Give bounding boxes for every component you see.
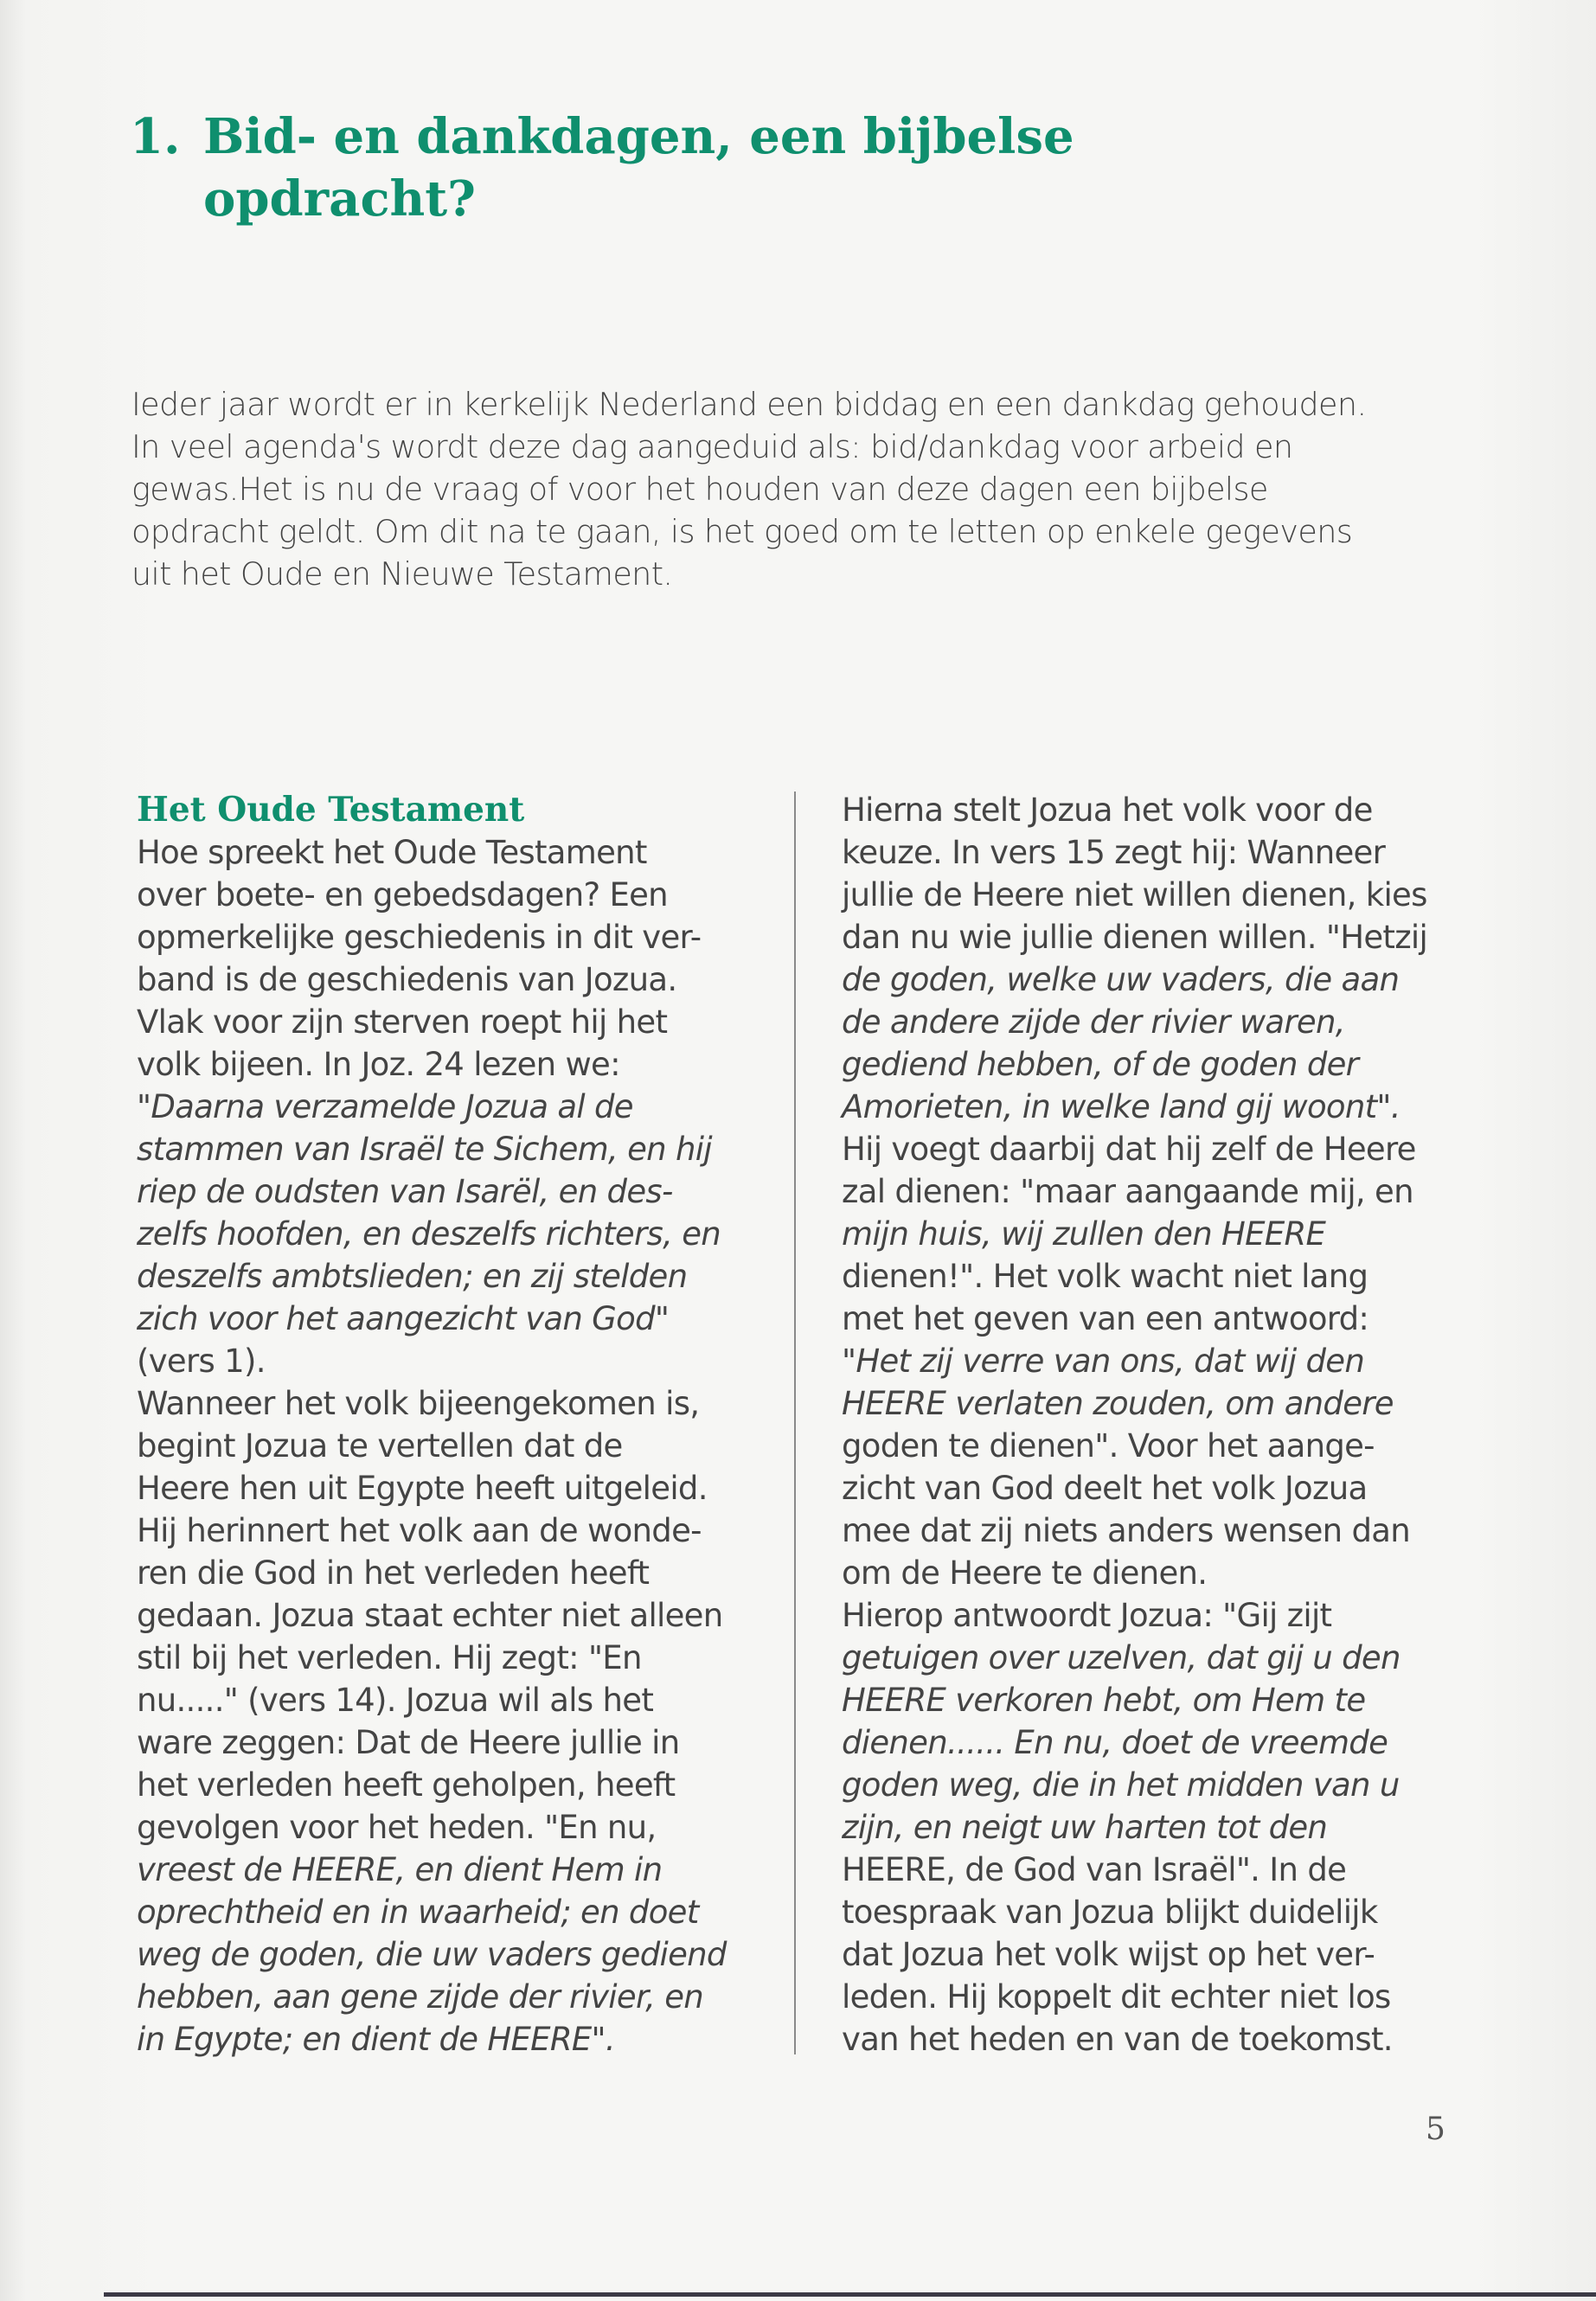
column-text-line: nu....." (vers 14). Jozua wil als het	[137, 1682, 654, 1719]
chapter-title	[130, 106, 1324, 230]
column-text-line: band is de geschiedenis van Jozua.	[137, 961, 677, 998]
column-text-line: vreest de HEERE, en dient Hem in	[137, 1851, 663, 1888]
column-text-line: gediend hebben, of de goden der	[842, 1046, 1359, 1083]
column-text-line: deszelfs ambtslieden; en zij stelden	[137, 1258, 688, 1295]
column-text-line: leden. Hij koppelt dit echter niet los	[842, 1978, 1391, 2016]
column-divider	[794, 792, 796, 2054]
column-text-line: opmerkelijke geschiedenis in dit ver-	[137, 919, 702, 956]
column-text-line: begint Jozua te vertellen dat de	[137, 1427, 623, 1465]
column-text-line: goden te dienen". Voor het aange-	[842, 1427, 1375, 1465]
column-text-line: zicht van God deelt het volk Jozua	[842, 1470, 1368, 1507]
column-text-line: van het heden en van de toekomst.	[842, 2021, 1393, 2058]
column-text-line: riep de oudsten van Isarël, en des-	[137, 1173, 673, 1210]
column-text-line: dienen!". Het volk wacht niet lang	[842, 1258, 1368, 1295]
bottom-edge-rule	[104, 2292, 1596, 2297]
page-number: 5	[1426, 2112, 1445, 2147]
column-text-line: ren die God in het verleden heeft	[137, 1554, 650, 1592]
column-text-line: in Egypte; en dient de HEERE".	[137, 2021, 615, 2058]
column-text-line: met het geven van een antwoord:	[842, 1300, 1369, 1337]
column-text-line: Hoe spreekt het Oude Testament	[137, 834, 647, 871]
column-text-line: gevolgen voor het heden. "En nu,	[137, 1809, 657, 1846]
intro-paragraph	[131, 383, 1446, 595]
column-text-line: dan nu wie jullie dienen willen. "Hetzij	[842, 919, 1428, 956]
column-text-line: HEERE, de God van Israël". In de	[842, 1851, 1347, 1888]
column-text-line: Hij herinnert het volk aan de wonde-	[137, 1512, 702, 1549]
column-text-line: het verleden heeft geholpen, heeft	[137, 1766, 676, 1804]
column-text-line: HEERE verkoren hebt, om Hem te	[842, 1682, 1366, 1719]
column-text-line: goden weg, die in het midden van u	[842, 1766, 1400, 1804]
column-text-line: zal dienen: "maar aangaande mij, en	[842, 1173, 1413, 1210]
column-text-line: stammen van Israël te Sichem, en hij	[137, 1131, 712, 1168]
column-text-line: over boete- en gebedsdagen? Een	[137, 876, 668, 913]
column-text-line: Hierna stelt Jozua het volk voor de	[842, 792, 1373, 829]
column-text-line: zelfs hoofden, en deszelfs richters, en	[137, 1215, 721, 1253]
column-text-line: HEERE verlaten zouden, om andere	[842, 1385, 1394, 1422]
column-text-line: dienen...... En nu, doet de vreemde	[842, 1724, 1388, 1761]
column-text-line: toespraak van Jozua blijkt duidelijk	[842, 1894, 1378, 1931]
chapter-title-line-1: Bid- en dankdagen, een bijbelse	[203, 108, 1074, 165]
left-text-column	[137, 789, 794, 2061]
column-text-line: Vlak voor zijn sterven roept hij het	[137, 1003, 668, 1041]
column-text-line: hebben, aan gene zijde der rivier, en	[137, 1978, 704, 2016]
intro-line: gewas.Het is nu de vraag of voor het houden van deze dagen een bijbelse	[131, 471, 1268, 508]
chapter-title-line-2: opdracht?	[203, 170, 476, 228]
column-text-line: Hij voegt daarbij dat hij zelf de Heere	[842, 1131, 1416, 1168]
column-text-line: jullie de Heere niet willen dienen, kies	[842, 876, 1427, 913]
column-text-line: Amorieten, in welke land gij woont".	[842, 1088, 1401, 1125]
column-text-line: om de Heere te dienen.	[842, 1554, 1208, 1592]
column-text-line: getuigen over uzelven, dat gij u den	[842, 1639, 1401, 1676]
column-text-line: weg de goden, die uw vaders gediend	[137, 1936, 727, 1973]
intro-line: Ieder jaar wordt er in kerkelijk Nederland een biddag en een dankdag gehouden.	[131, 386, 1367, 423]
column-text-line: (vers 1).	[137, 1343, 266, 1380]
chapter-number: 1.	[130, 108, 181, 165]
intro-line: In veel agenda's wordt deze dag aangeduid als: bid/dankdag voor arbeid en	[131, 428, 1293, 465]
column-text-line: zijn, en neigt uw harten tot den	[842, 1809, 1328, 1846]
section-heading: Het Oude Testament	[137, 790, 525, 830]
column-text-line: "Daarna verzamelde Jozua al de	[137, 1088, 633, 1125]
column-text-line: Heere hen uit Egypte heeft uitgeleid.	[137, 1470, 708, 1507]
right-text-column	[842, 789, 1465, 2061]
intro-line: uit het Oude en Nieuwe Testament.	[131, 555, 673, 593]
column-text-line: Hierop antwoordt Jozua: "Gij zijt	[842, 1597, 1332, 1634]
column-text-line: mijn huis, wij zullen den HEERE	[842, 1215, 1326, 1253]
column-text-line: dat Jozua het volk wijst op het ver-	[842, 1936, 1375, 1973]
column-text-line: de andere zijde der rivier waren,	[842, 1003, 1345, 1041]
column-text-line: ware zeggen: Dat de Heere jullie in	[137, 1724, 680, 1761]
column-text-line: zich voor het aangezicht van God"	[137, 1300, 670, 1337]
column-text-line: keuze. In vers 15 zegt hij: Wanneer	[842, 834, 1386, 871]
column-text-line: Wanneer het volk bijeengekomen is,	[137, 1385, 700, 1422]
intro-line: opdracht geldt. Om dit na te gaan, is het goed om te letten op enkele gegevens	[131, 513, 1353, 550]
column-text-line: volk bijeen. In Joz. 24 lezen we:	[137, 1046, 620, 1083]
column-text-line: "Het zij verre van ons, dat wij den	[842, 1343, 1365, 1380]
column-text-line: mee dat zij niets anders wensen dan	[842, 1512, 1411, 1549]
column-text-line: gedaan. Jozua staat echter niet alleen	[137, 1597, 723, 1634]
column-text-line: de goden, welke uw vaders, die aan	[842, 961, 1400, 998]
column-text-line: oprechtheid en in waarheid; en doet	[137, 1894, 699, 1931]
column-text-line: stil bij het verleden. Hij zegt: "En	[137, 1639, 642, 1676]
